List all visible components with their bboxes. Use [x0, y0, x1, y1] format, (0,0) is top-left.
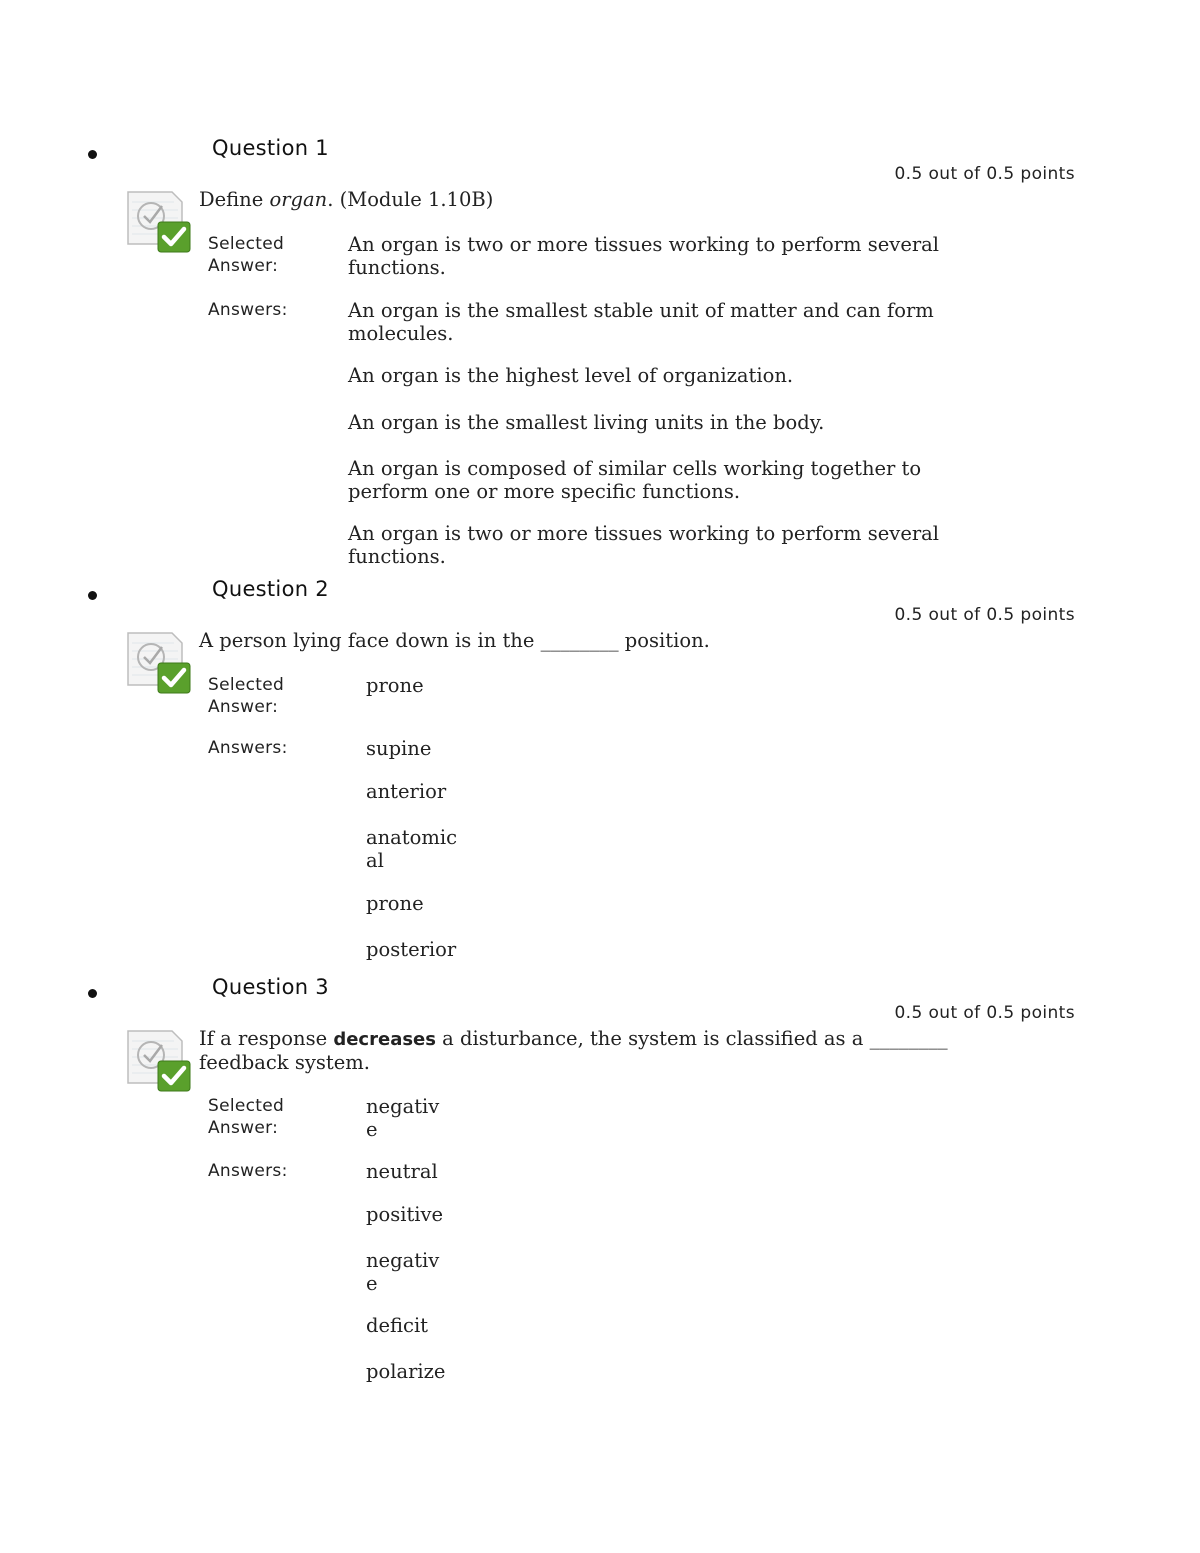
answer-option: supine [366, 737, 432, 760]
answer-option: anterior [366, 780, 447, 803]
answer-option: anatomical [366, 826, 458, 872]
answer-option: neutral [366, 1160, 438, 1183]
bullet-icon [88, 989, 97, 998]
question-points: 0.5 out of 0.5 points [894, 605, 1075, 625]
selected-answer-value: prone [366, 674, 424, 697]
selected-answer-label: Selected Answer: [208, 1096, 285, 1138]
answer-option: negative [366, 1249, 440, 1295]
bullet-icon [88, 591, 97, 600]
answer-option: An organ is the smallest stable unit of matter and can form molecules. [348, 299, 934, 345]
answers-label: Answers: [208, 738, 288, 758]
answer-option: posterior [366, 938, 457, 961]
selected-answer-label: Selected Answer: [208, 675, 285, 717]
answers-label: Answers: [208, 1161, 288, 1181]
selected-answer-label: Selected Answer: [208, 234, 285, 276]
question-title: Question 3 [212, 975, 329, 999]
question-prompt: Define organ. (Module 1.10B) [199, 188, 494, 211]
correct-checkmark-icon [124, 1027, 192, 1095]
question-title: Question 1 [212, 136, 329, 160]
answer-option: prone [366, 892, 424, 915]
question-points: 0.5 out of 0.5 points [894, 164, 1075, 184]
selected-answer-value: An organ is two or more tissues working to perform several functions. [348, 233, 940, 279]
bullet-icon [88, 150, 97, 159]
question-prompt: If a response decreases a disturbance, the system is classified as a ________ feedback system. [199, 1027, 948, 1074]
answer-option: An organ is two or more tissues working to perform several functions. [348, 522, 940, 568]
correct-checkmark-icon [124, 188, 192, 256]
answers-label: Answers: [208, 300, 288, 320]
selected-answer-value: negative [366, 1095, 440, 1141]
question-prompt: A person lying face down is in the ________ position. [199, 629, 710, 652]
question-points: 0.5 out of 0.5 points [894, 1003, 1075, 1023]
answer-option: positive [366, 1203, 444, 1226]
answer-option: deficit [366, 1314, 429, 1337]
answer-option: An organ is composed of similar cells working together to perform one or more specific functions. [348, 457, 922, 503]
correct-checkmark-icon [124, 629, 192, 697]
answer-option: polarize [366, 1360, 446, 1383]
answer-option: An organ is the highest level of organization. [348, 364, 794, 387]
answer-option: An organ is the smallest living units in the body. [348, 411, 825, 434]
question-title: Question 2 [212, 577, 329, 601]
